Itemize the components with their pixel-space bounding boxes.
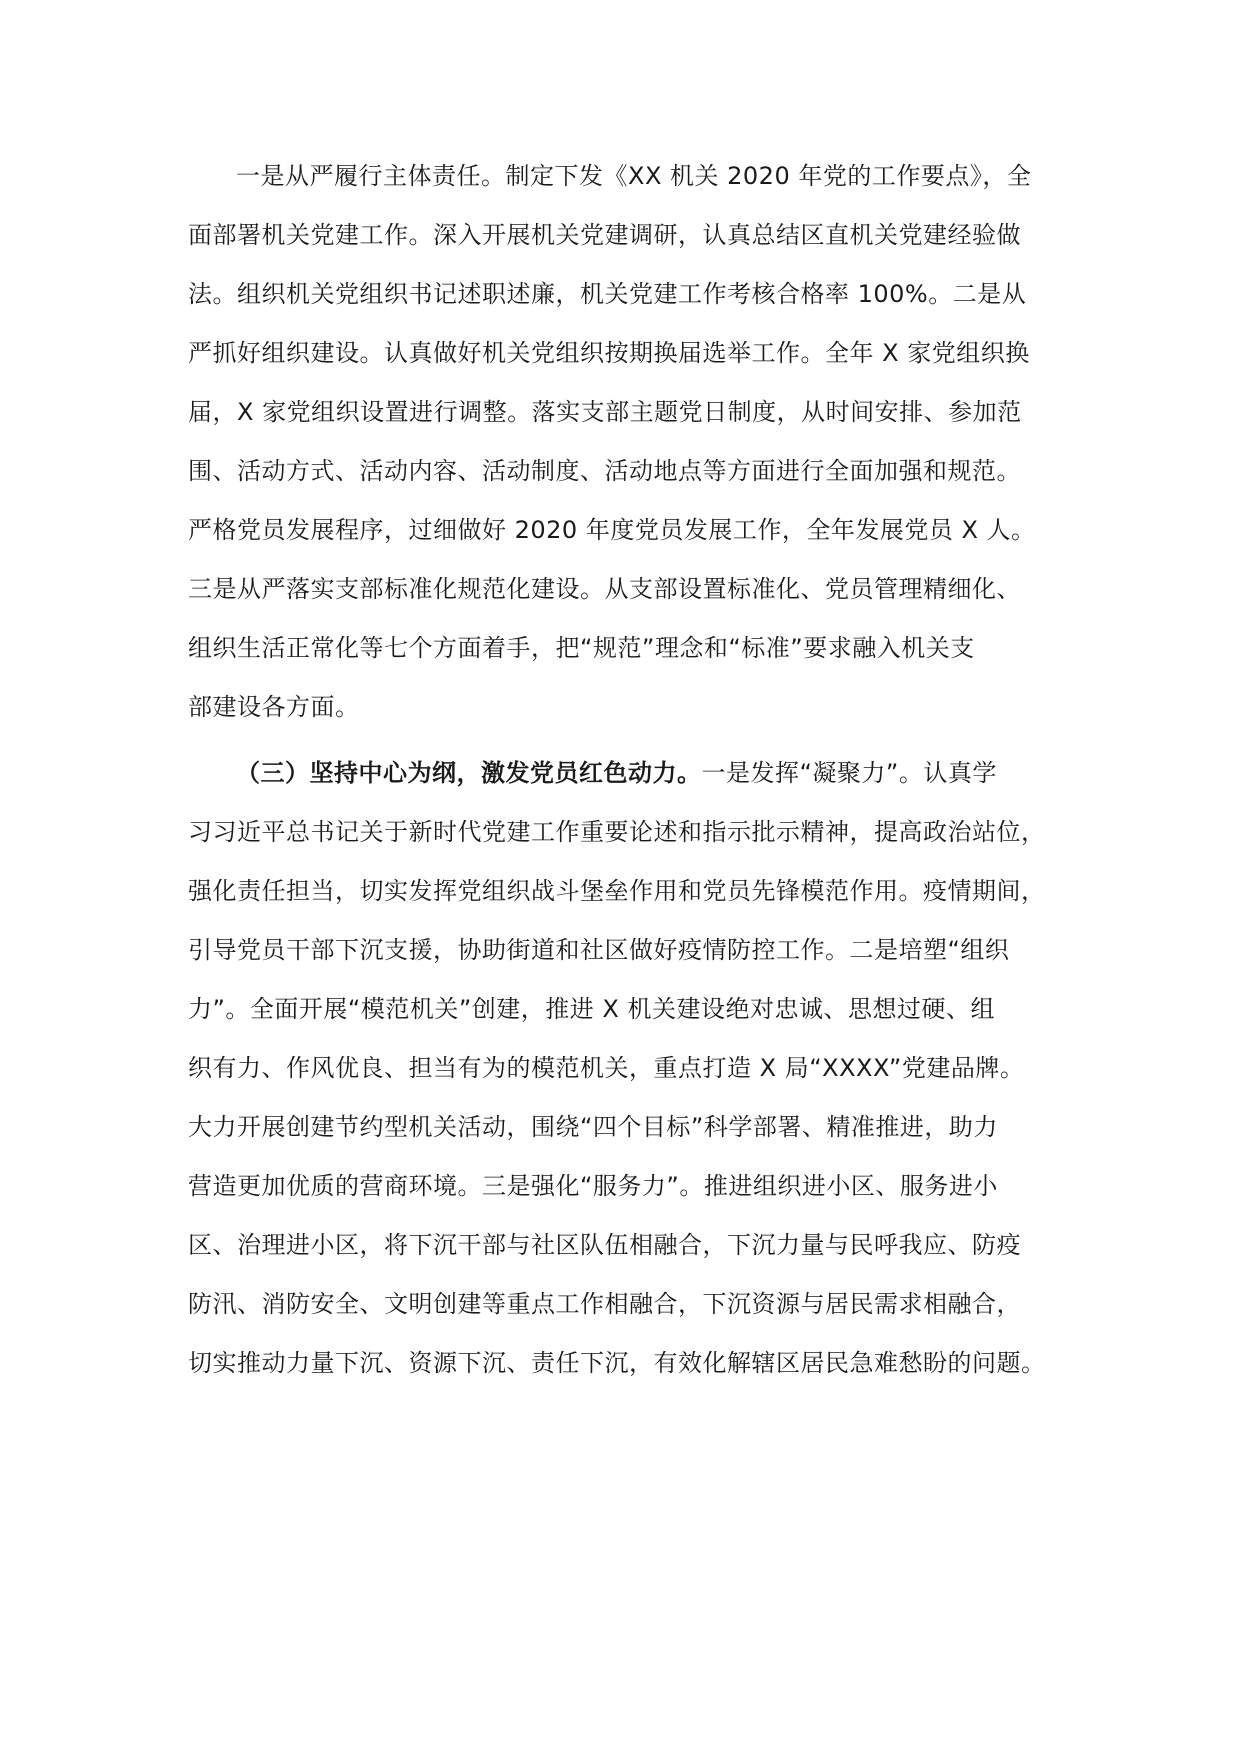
- paragraph-line: 法。组织机关党组织书记述职述廉，机关党建工作考核合格率 100%。二是从: [188, 280, 1027, 308]
- paragraph-line: 部建设各方面。: [188, 693, 360, 721]
- paragraph-line: 严抓好组织建设。认真做好机关党组织按期换届选举工作。全年 X 家党组织换: [188, 339, 1030, 367]
- paragraph-line: 面部署机关党建工作。深入开展机关党建调研，认真总结区直机关党建经验做: [188, 221, 1021, 249]
- paragraph-line: 一是发挥“凝聚力”。认真学: [701, 759, 997, 787]
- paragraph-line: 营造更加优质的营商环境。三是强化“服务力”。推进组织进小区、服务进小: [188, 1172, 998, 1200]
- paragraph-line: 三是从严落实支部标准化规范化建设。从支部设置标准化、党员管理精细化、: [188, 575, 1021, 603]
- section-heading: （三）坚持中心为纲，激发党员红色动力。: [236, 759, 702, 787]
- paragraph-line: 织有力、作风优良、担当有为的模范机关，重点打造 X 局“XXXX”党建品牌。: [188, 1054, 1025, 1082]
- paragraph-line: 一是从严履行主体责任。制定下发《XX 机关 2020 年党的工作要点》，全: [236, 162, 1032, 190]
- paragraph-line: 届，X 家党组织设置进行调整。落实支部主题党日制度，从时间安排、参加范: [188, 398, 1022, 426]
- paragraph-line: 大力开展创建节约型机关活动，围绕“四个目标”科学部署、精准推进，助力: [188, 1113, 998, 1141]
- paragraph-line: 习习近平总书记关于新时代党建工作重要论述和指示批示精神，提高政治站位，: [188, 818, 1046, 846]
- paragraph-line: 强化责任担当，切实发挥党组织战斗堡垒作用和党员先锋模范作用。疫情期间，: [188, 877, 1046, 905]
- paragraph-line: 区、治理进小区，将下沉干部与社区队伍相融合，下沉力量与民呼我应、防疫: [188, 1231, 1021, 1259]
- paragraph-line: 切实推动力量下沉、资源下沉、责任下沉，有效化解辖区居民急难愁盼的问题。: [188, 1349, 1046, 1377]
- paragraph-line: 围、活动方式、活动内容、活动制度、活动地点等方面进行全面加强和规范。: [188, 457, 1021, 485]
- paragraph-line: 引导党员干部下沉支援，协助街道和社区做好疫情防控工作。二是培塑“组织: [188, 936, 1010, 964]
- paragraph-line: 防汛、消防安全、文明创建等重点工作相融合，下沉资源与居民需求相融合，: [188, 1290, 1021, 1318]
- paragraph-line: 力”。全面开展“模范机关”创建，推进 X 机关建设绝对忠诚、思想过硬、组: [188, 995, 995, 1023]
- paragraph-line: 组织生活正常化等七个方面着手，把“规范”理念和“标准”要求融入机关支: [188, 634, 975, 662]
- paragraph-line: 严格党员发展程序，过细做好 2020 年度党员发展工作，全年发展党员 X 人。: [188, 516, 1036, 544]
- section-heading-line: [236, 757, 997, 789]
